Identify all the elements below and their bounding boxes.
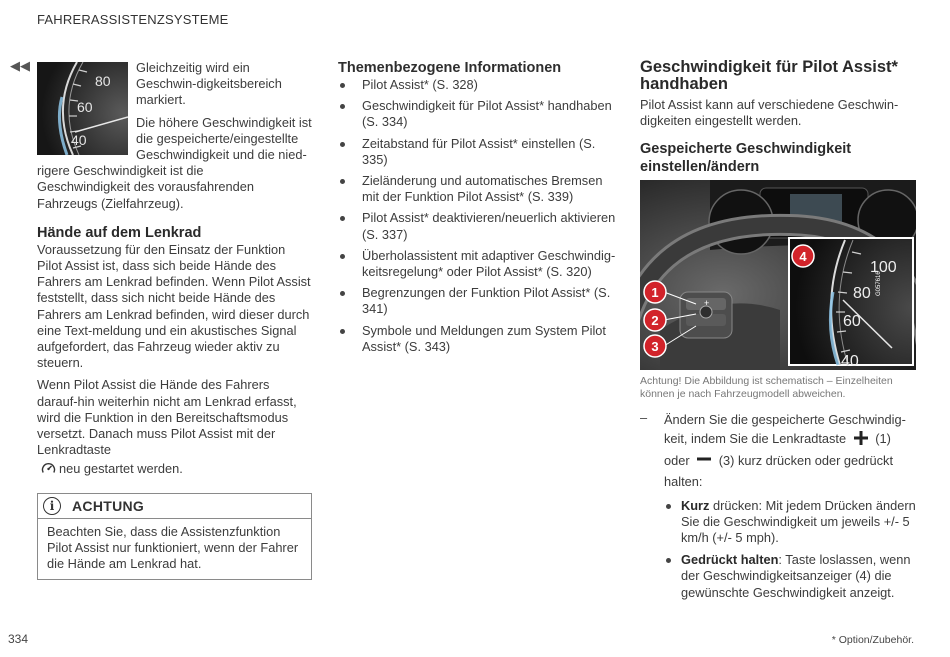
svg-text:3: 3 [651, 339, 659, 355]
step-line-2 [664, 429, 916, 450]
intro-paragraph-2a: Die höhere Geschwindigkeit ist die gespeicherte/eingestellte Geschwindigkeit und die nied-rigere Geschwindigkeit ist die [37, 114, 312, 179]
intro-paragraph-2b: Geschwindigkeit des vorausfahrenden Fahrzeugs (Zielfahrzeug). [37, 179, 254, 211]
hands-paragraph-1: Voraussetzung für den Einsatz der Funktion Pilot Assist ist, dass sich beide Hände des Fahrers am Lenkrad befinden. Wenn Pilot Assist feststellt, dass sich nicht beide Hände des Fahrers am Lenkrad befinden, wird dieser durch eine Text-meldung und ein akustisches Signal aufgefordert, das Fahrzeug wieder aktiv zu steuern. [37, 241, 311, 371]
inset-gauge-number: 80 [853, 285, 871, 303]
option-text: drücken: Mit jedem Drücken ändern Sie die Geschwindigkeit um jeweils +/- 5 km/h (+/- 5 mph). [681, 497, 916, 546]
column-right [640, 58, 916, 607]
warning-title: ACHTUNG [72, 497, 145, 514]
related-link[interactable]: Begrenzungen der Funktion Pilot Assist* (S. 341) [338, 285, 616, 317]
press-option-short [664, 498, 916, 547]
related-link[interactable]: Zieländerung und automatisches Bremsen mit der Funktion Pilot Assist* (S. 339) [338, 173, 616, 205]
press-option-hold [664, 552, 916, 601]
callout-1 [644, 281, 666, 303]
gauge-number: 40 [71, 132, 87, 148]
gauge-number: 80 [95, 73, 111, 89]
related-link[interactable]: Symbole und Meldungen zum System Pilot Assist* (S. 343) [338, 323, 616, 355]
image-id: G057616 [876, 271, 882, 297]
option-label: Kurz [681, 497, 710, 513]
step-ref-1: (1) [875, 431, 891, 447]
inset-gauge-number: 40 [841, 353, 859, 371]
inset-gauge-number: 60 [843, 313, 861, 331]
gauge-number: 60 [77, 99, 93, 115]
related-link[interactable]: Geschwindigkeit für Pilot Assist* handhaben (S. 334) [338, 98, 616, 130]
column-left [37, 58, 312, 580]
step-line-1: – Ändern Sie die gespeicherte Geschwindig- [664, 412, 906, 428]
intro-paragraph-1: Gleichzeitig wird ein Geschwin-digkeitsbereich markiert. [136, 60, 282, 108]
instruction-step [640, 410, 916, 490]
callout-2 [644, 309, 666, 331]
hands-paragraph-2: Wenn Pilot Assist die Hände des Fahrers darauf-hin weiterhin nicht am Lenkrad erfasst, wird die Funktion in den Bereitschaftsmodus versetzt. Danach muss Pilot Assist mit der Lenkradtaste [37, 377, 297, 458]
intro-paragraph: Pilot Assist kann auf verschiedene Geschwin-digkeiten eingestellt werden. [640, 97, 899, 129]
step-line-4: halten: [664, 473, 703, 489]
cluster-speed: 75 [732, 221, 745, 234]
warning-box [37, 493, 312, 581]
speedometer-detail-image [37, 62, 128, 155]
callout-4 [792, 245, 814, 267]
pilot-assist-wheel-button-icon [41, 461, 56, 480]
plus-button-icon [853, 430, 869, 451]
warning-text: Beachten Sie, dass die Assistenzfunktion Pilot Assist nur funktioniert, wenn der Fahrer die Hände am Lenkrad hat. [47, 523, 299, 572]
step-text: oder [664, 452, 690, 468]
callout-3 [644, 335, 666, 357]
related-link[interactable]: Pilot Assist* deaktivieren/neuerlich aktivieren (S. 337) [338, 210, 616, 242]
hands-paragraph-2-end [37, 461, 312, 480]
press-options-list [640, 498, 916, 601]
step-ref-3: (3) kurz drücken oder gedrückt [718, 452, 894, 468]
option-text: : Taste loslassen, wenn der Geschwindigkeitsanzeiger (4) die gewünschte Geschwindigkeit anzeigt. [681, 552, 911, 600]
info-icon: i [43, 497, 61, 515]
step-text: keit, indem Sie die Lenkradtaste [664, 431, 847, 447]
stored-speed-heading: Gespeicherte Geschwindigkeit einstellen/ändern [640, 141, 852, 176]
related-link[interactable]: Überholassistent mit adaptiver Geschwindig-keitsregelung* oder Pilot Assist* (S. 320) [338, 248, 616, 280]
inset-gauge-number: 100 [870, 259, 897, 277]
svg-text:1: 1 [651, 285, 659, 301]
related-link[interactable]: Zeitabstand für Pilot Assist* einstellen (S. 335) [338, 136, 616, 168]
plus-symbol: + [704, 298, 710, 309]
hands-paragraph-2-tail: neu gestartet werden. [59, 461, 183, 477]
page-number: 334 [8, 632, 29, 646]
hands-on-wheel-heading: Hände auf dem Lenkrad [37, 224, 202, 241]
option-label: Gedrückt halten [681, 552, 779, 568]
warning-header [38, 494, 311, 519]
related-links-list [338, 77, 616, 355]
section-header: FAHRERASSISTENZSYSTEME [37, 12, 229, 27]
svg-text:2: 2 [651, 313, 659, 329]
step-line-3 [664, 451, 916, 472]
figure-caption: Achtung! Die Abbildung ist schematisch – Einzelheiten können je nach Fahrzeugmodell abweichen. [640, 375, 893, 401]
svg-text:4: 4 [799, 249, 807, 265]
column-middle [338, 58, 616, 360]
footnote: * Option/Zubehör. [831, 634, 914, 646]
page-title: Geschwindigkeit für Pilot Assist* handhaben [640, 58, 898, 93]
minus-button-icon [696, 451, 712, 472]
related-info-heading: Themenbezogene Informationen [338, 60, 562, 76]
back-nav-icon[interactable]: ◀◀ [10, 58, 30, 73]
related-link[interactable]: Pilot Assist* (S. 328) [338, 77, 616, 93]
steering-wheel-figure [640, 180, 916, 370]
